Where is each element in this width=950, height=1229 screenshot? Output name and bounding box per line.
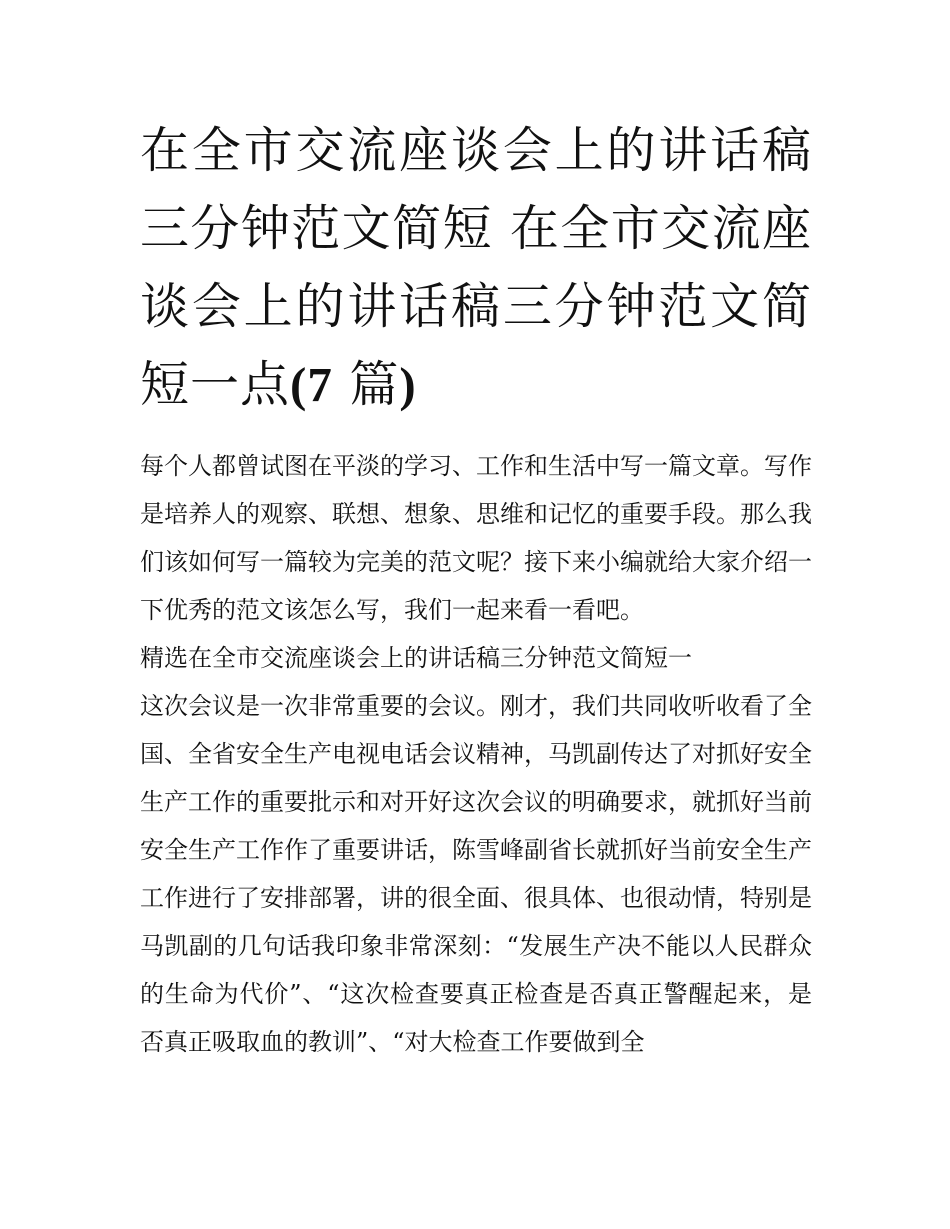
intro-paragraph: 每个人都曾试图在平淡的学习、工作和生活中写一篇文章。写作是培养人的观察、联想、想象、思维和记忆的重要手段。那么我们该如何写一篇较为完美的范文呢？接下来小编就给大家介绍一下优秀的范文该怎么写，我们一起来看一看吧。	[140, 452, 812, 624]
section-paragraph: 这次会议是一次非常重要的会议。刚才，我们共同收听收看了全国、全省安全生产电视电话会议精神，马凯副传达了对抓好安全生产工作的重要批示和对开好这次会议的明确要求，就抓好当前安全生产工作作了重要讲话，陈雪峰副省长就抓好当前安全生产工作进行了安排部署，讲的很全面、很具体、也很动情，特别是马凯副的几句话我印象非常深刻：“发展生产决不能以人民群众的生命为代价”、“这次检查要真正检查是否真正警醒起来，是否真正吸取血的教训”、“对大检查工作要做到全	[140, 692, 812, 1056]
title-paren-open: (	[290, 357, 308, 412]
title-unit: 篇	[332, 356, 400, 413]
title-text: 在全市交流座谈会上的讲话稿三分钟范文简短 在全市交流座谈会上的讲话稿三分钟范文简短一点	[140, 122, 812, 413]
title-count: 7	[307, 357, 333, 412]
section-heading: 精选在全市交流座谈会上的讲话稿三分钟范文简短一	[140, 644, 692, 672]
document-page	[140, 112, 812, 1066]
document-body	[140, 442, 812, 1066]
document-title	[140, 112, 812, 424]
title-paren-close: )	[399, 357, 417, 412]
